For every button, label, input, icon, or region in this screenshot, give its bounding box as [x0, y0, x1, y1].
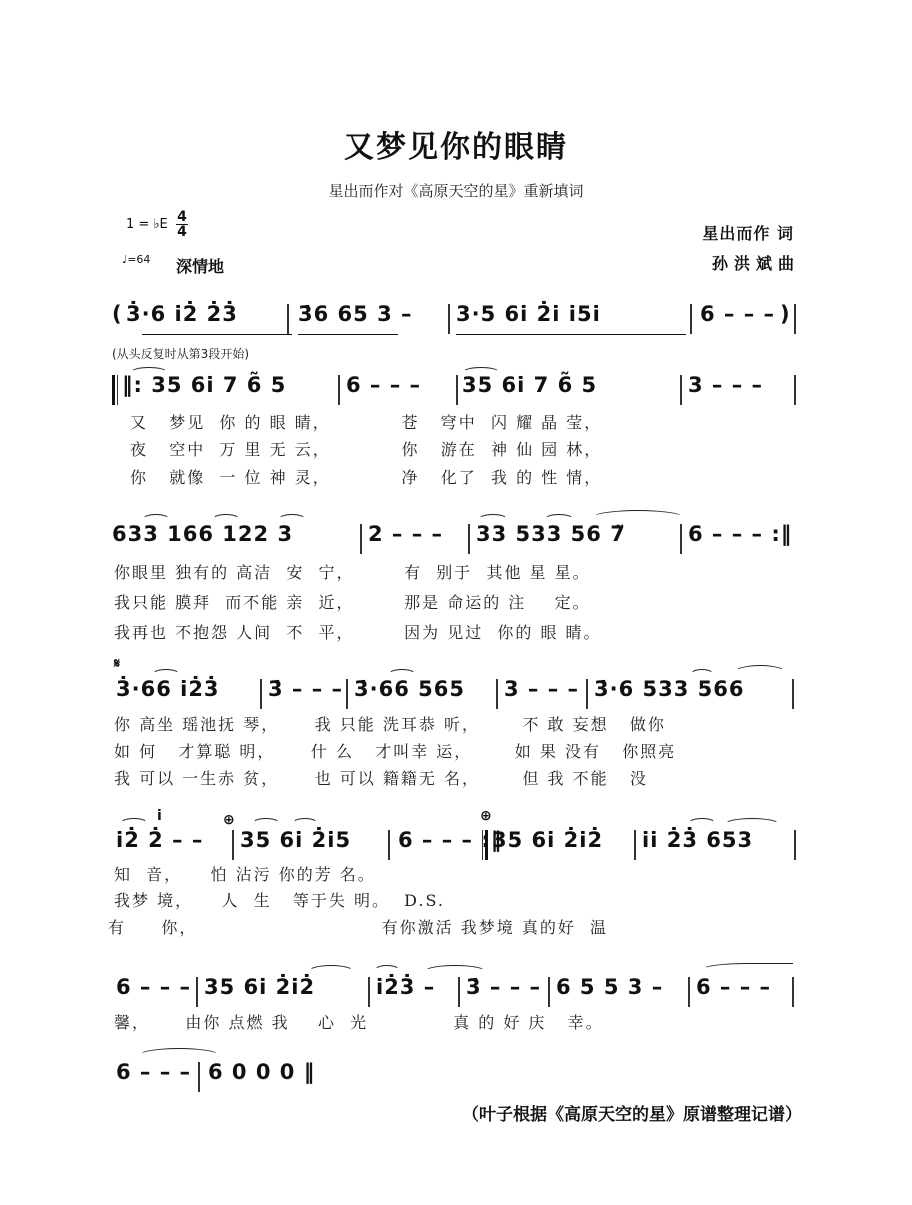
barline — [586, 679, 588, 709]
measure: 6 – – – — [346, 373, 422, 397]
barline — [468, 524, 470, 554]
lyric-line: 馨， 由你 点燃 我 心 光 真 的 好 庆 幸。 — [114, 1013, 604, 1032]
grace-note: i̇ — [157, 808, 162, 824]
song-subtitle: 星出而作对《高原天空的星》重新填词 — [328, 182, 584, 200]
repeat-start — [112, 375, 118, 405]
intro-staff: ( 3̇·6 i̇2̇ 2̇3̇ 3̇6 65 3 – 3·5 6i̇ 2̇i̇ i̇5i̇ 6 – – – ) — [112, 302, 798, 336]
measure: 3 – – – — [688, 373, 764, 397]
measure: 6 5 5 3 – — [556, 975, 664, 999]
coda-icon: ⊕ — [223, 812, 235, 828]
barline — [448, 304, 450, 334]
barline — [360, 524, 362, 554]
measure: 6 – – – — [700, 302, 776, 326]
barline — [456, 375, 458, 405]
lyric-line: 夜 空中 万 里 无 云， 你 游在 神 仙 园 林， — [130, 440, 603, 459]
expression-marking: 深情地 — [176, 257, 225, 276]
barline — [287, 304, 289, 334]
final-staff — [112, 1060, 798, 1094]
measure: 6 – – – — [116, 975, 192, 999]
measure: 3̇ – – – — [268, 677, 344, 701]
lyric-line: 如 何 才算聪 明， 什 么 才叫幸 运， 如 果 没有 你照亮 — [114, 742, 677, 761]
measure: 3̇·6 533 566 — [594, 677, 745, 701]
coda-icon: ⊕ — [480, 808, 492, 824]
ending-staff — [112, 975, 798, 1009]
lyric-line: 知 音， 怕 沾污 你的芳 名。 — [114, 865, 376, 884]
barline — [548, 977, 550, 1007]
barline — [680, 524, 682, 554]
barline — [792, 977, 794, 1007]
chorus-staff-1 — [112, 677, 798, 711]
lyric-line: 我梦 境， 人 生 等于失 明。 D.S. — [114, 891, 445, 910]
measure: i̇2̇3̇ – — [376, 975, 436, 999]
lyric-line: 我 可以 一生赤 贫， 也 可以 籍籍无 名， 但 我 不能 没 — [114, 769, 648, 788]
measure: 3·5 6i̇ 2̇i̇ i̇5i̇ — [456, 302, 601, 326]
barline — [338, 375, 340, 405]
barline — [388, 830, 390, 860]
barline — [232, 830, 234, 860]
barline — [634, 830, 636, 860]
barline — [196, 977, 198, 1007]
measure: 3̇ – – – — [466, 975, 542, 999]
measure: 3 – – – — [504, 677, 580, 701]
transcription-credit: （叶子根据《高原天空的星》原谱整理记谱） — [462, 1105, 802, 1125]
lyric-line: 有 你， 有你激活 我梦境 真的好 温 — [108, 918, 609, 937]
barline — [496, 679, 498, 709]
measure: 35 6i̇ 2̇i̇2̇ — [492, 828, 604, 852]
barline — [794, 304, 796, 334]
measure: 3̇6 65 3 – — [298, 302, 413, 326]
barline — [260, 679, 262, 709]
measure: 6 – – – — [696, 975, 772, 999]
measure: 3̇·66 i̇2̇3̇ — [116, 677, 220, 701]
barline — [794, 375, 796, 405]
barline — [346, 679, 348, 709]
measure: 35 6i̇ 2̇i̇2̇ — [204, 975, 316, 999]
lyric-line: 你 就像 一 位 神 灵， 净 化了 我 的 性 情， — [130, 468, 603, 487]
lyric-line: 我只能 膜拜 而不能 亲 近， 那是 命运的 注 定。 — [114, 593, 591, 612]
measure: 2 – – – — [368, 522, 444, 546]
measure: 6 – – – :‖ — [398, 828, 503, 852]
measure: 6 0 0 0 ‖ — [208, 1060, 316, 1084]
lyricist-credit: 星出而作 词 — [702, 224, 794, 243]
lyric-line: 又 梦见 你 的 眼 睛， 苍 穹中 闪 耀 晶 莹， — [130, 413, 603, 432]
lyric-line: 你 高坐 瑶池抚 琴， 我 只能 洗耳恭 听， 不 敢 妄想 做你 — [114, 715, 666, 734]
measure: 6 – – – :‖ — [688, 522, 793, 546]
lyric-line: 你眼里 独有的 高洁 安 宁， 有 别于 其他 星 星。 — [114, 563, 591, 582]
barline — [794, 830, 796, 860]
barline — [458, 977, 460, 1007]
measure: ‖: 35 6i̇ 7 6̃ 5 — [122, 373, 287, 397]
key-signature: 1 = ♭E — [126, 217, 168, 232]
barline — [680, 375, 682, 405]
measure: 35 6i̇ 7 6̃ 5 — [462, 373, 598, 397]
segno-icon: 𝄋 — [114, 656, 121, 672]
measure: 33 533 56 7̃ — [476, 522, 626, 546]
barline — [690, 304, 692, 334]
repeat-instruction: (从头反复时从第3段开始) — [112, 347, 249, 361]
barline — [198, 1062, 200, 1092]
song-title: 又梦见你的眼睛 — [344, 130, 568, 165]
lyric-line: 我再也 不抱怨 人间 不 平， 因为 见过 你的 眼 睛。 — [114, 623, 602, 642]
time-signature: 4 4 — [177, 209, 187, 240]
tempo-marking: ♩=64 — [122, 253, 151, 266]
chorus-staff-2 — [112, 828, 798, 862]
measure: i̇2̇ 2̇ – – — [116, 828, 204, 852]
composer-credit: 孙洪斌曲 — [711, 254, 800, 273]
barline — [792, 679, 794, 709]
measure: 6 – – – — [116, 1060, 192, 1084]
barline — [368, 977, 370, 1007]
verse-staff-2 — [112, 522, 798, 556]
measure: 35 6i̇ 2̇i̇5 — [240, 828, 352, 852]
measure: ( — [112, 302, 131, 326]
barline — [688, 977, 690, 1007]
measure: 633 166 122 3 — [112, 522, 294, 546]
repeat-end — [482, 830, 488, 860]
verse-staff-1 — [112, 373, 798, 407]
measure: i̇i̇ 2̇3̇ 653 — [642, 828, 754, 852]
measure: 3̇·6 i̇2̇ 2̇3̇ — [126, 302, 238, 326]
measure: 3̇·66 565 — [354, 677, 465, 701]
